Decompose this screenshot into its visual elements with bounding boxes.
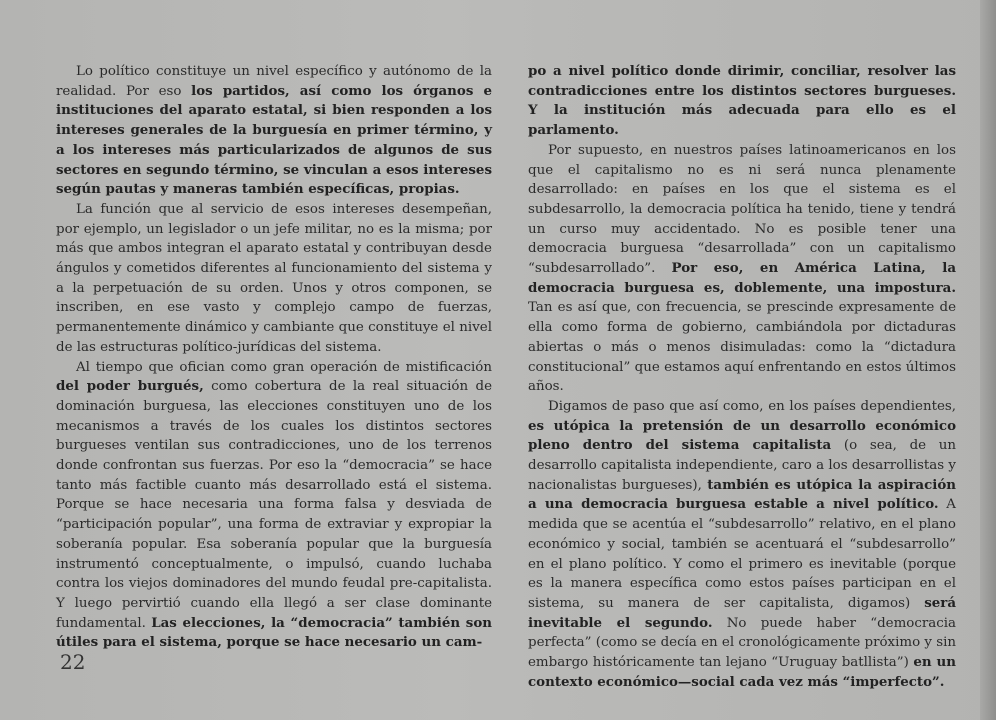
text-span: Lo político constituye un nivel específico y autónomo de la realidad. Por eso <box>56 64 492 99</box>
text-span: como cobertura de la real situación de dominación burguesa, las elecciones constituyen uno de los mecanismos a través de los cuales los distintos sectores burgueses ventilan sus contradicciones, uno de los terrenos donde confrontan sus fuerzas. Por eso la “democracia” se hace tanto más factible cuanto más desarrollado está el sistema. Porque se hace necesaria una forma falsa y desviada de “participación popular”, una forma de extraviar y expropiar la soberanía popular. Esa soberanía popular que la burguesía instrumentó conceptualmente, o impulsó, cuando luchaba contra los viejos dominadores del mundo feudal pre-capitalista. Y luego pervirtió cuando ella llegó a ser clase dominante fundamental. <box>56 379 492 631</box>
paragraph <box>528 397 956 693</box>
text-span: La función que al servicio de esos intereses desempeñan, por ejemplo, un legislador o un jefe militar, no es la misma; por más que ambos integran el aparato estatal y contribuyan desde ángulos y cometidos diferentes al funcionamiento del sistema y a la perpetuación de su orden. Unos y otros componen, se inscriben, en ese vasto y complejo campo de fuerzas, permanentemente dinámico y cambiante que constituye el nivel de las estructuras político-jurídicas del sistema. <box>56 201 492 355</box>
bold-text-span: también es utópica la aspiración a una democracia burguesa estable a nivel político. <box>528 476 956 513</box>
text-span: Por supuesto, en nuestros países latinoamericanos en los que el capitalismo no es ni será nunca plenamente desarrollado: en países en los que el sistema es el subdesarrollo, la democracia política ha tenido, tiene y tendrá un curso muy accidentado. No es posible tener una democracia burguesa “desarrollada” con un capitalismo “subdesarrollado”. <box>528 142 956 277</box>
right-column <box>528 62 956 693</box>
paragraph <box>56 358 492 654</box>
bold-text-span: es utópica la pretensión de un desarrollo económico pleno dentro del sistema capitalista <box>528 417 956 454</box>
text-span: (o sea, de un desarrollo capitalista independiente, caro a los desarrollistas y nacionalistas burgueses), <box>528 438 956 493</box>
bold-text-span: del poder burgués, <box>56 378 204 395</box>
paragraph <box>528 62 956 141</box>
left-column <box>56 62 492 653</box>
bold-text-span: será inevitable el segundo. <box>528 594 956 631</box>
text-span: No puede haber “democracia perfecta” (como se decía en el cronológicamente próximo y sin embargo históricamente tan lejano “Uruguay batllista”) <box>528 615 957 671</box>
bold-text-span: Las elecciones, la “democracia” también son útiles para el sistema, porque se hace necesario un cam- <box>56 614 492 651</box>
paragraph <box>528 141 956 397</box>
bold-text-span: en un contexto económico—social cada vez más “imperfecto”. <box>528 654 957 690</box>
text-span: Al tiempo que ofician como gran operación de mistificación <box>76 359 492 375</box>
bold-text-span: po a nivel político donde dirimir, conciliar, resolver las contradicciones entre los distintos sectores burgueses. Y la institución más adecuada para ello es el parlamento. <box>528 63 956 139</box>
text-span: A medida que se acentúa el “subdesarrollo” relativo, en el plano económico y social, también se acentuará el “subdesarrollo” en el plano político. Y como el primero es inevitable (porque es la manera específica como estos países participan en el sistema, su manera de ser capitalista, digamos) <box>528 497 956 611</box>
page-number: 22 <box>60 650 86 674</box>
page-edge-shadow <box>980 0 996 720</box>
text-span: Digamos de paso que así como, en los países dependientes, <box>548 398 956 414</box>
bold-text-span: Por eso, en América Latina, la democracia burguesa es, doblemente, una impostura. <box>528 260 956 296</box>
bold-text-span: los partidos, así como los órganos e instituciones del aparato estatal, si bien responden a los intereses generales de la burguesía en primer término, y a los intereses más particularizados de algunos de sus sectores en segundo término, se vinculan a esos intereses según pautas y maneras también específicas, propias. <box>56 82 492 198</box>
text-span: Tan es así que, con frecuencia, se prescinde expresamente de ella como forma de gobierno, cambiándola por dictaduras abiertas o más o menos disimuladas: como la “dictadura constitucional” que estamos aquí enfrentando en estos últimos años. <box>528 300 956 395</box>
paragraph <box>56 200 492 358</box>
paragraph <box>56 62 492 200</box>
